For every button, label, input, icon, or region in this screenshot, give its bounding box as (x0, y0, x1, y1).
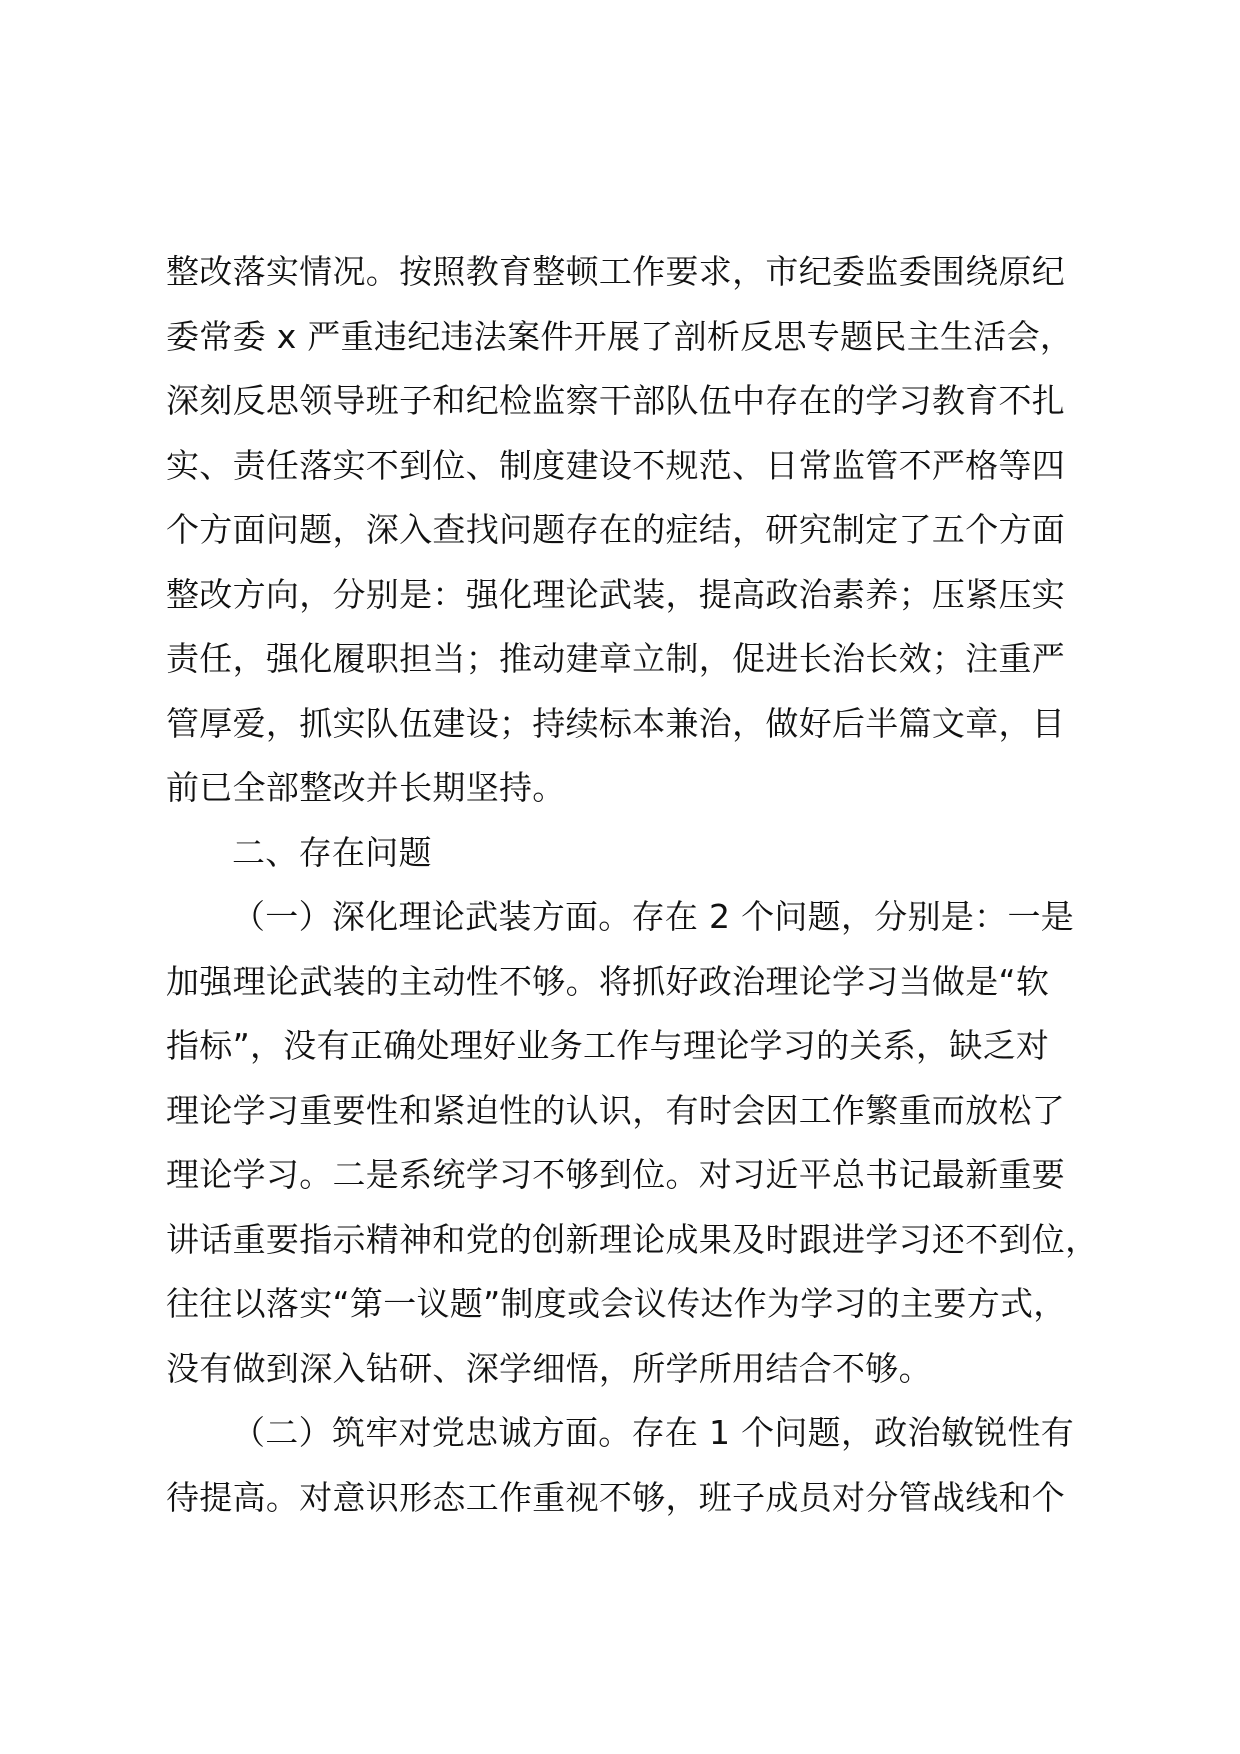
text-line: 指标”，没有正确处理好业务工作与理论学习的关系，缺乏对 (166, 1026, 1050, 1065)
section-heading: 二、存在问题 (232, 832, 432, 872)
text-line: 实、责任落实不到位、制度建设不规范、日常监管不严格等四 (166, 445, 1066, 485)
text-line: 整改方向，分别是：强化理论武装，提高政治素养；压紧压实 (166, 574, 1066, 614)
text-line: 加强理论武装的主动性不够。将抓好政治理论学习当做是“软 (166, 961, 1050, 1001)
text-line: 深刻反思领导班子和纪检监察干部队伍中存在的学习教育不扎 (166, 381, 1066, 420)
text-line: 理论学习重要性和紧迫性的认识，有时会因工作繁重而放松了 (166, 1090, 1066, 1130)
text-line: 个方面问题，深入查找问题存在的症结，研究制定了五个方面 (166, 510, 1066, 549)
text-line: （一）深化理论武装方面。存在 2 个问题，分别是：一是 (232, 897, 1075, 936)
text-line: 没有做到深入钻研、深学细悟，所学所用结合不够。 (166, 1348, 932, 1388)
text-line: 理论学习。二是系统学习不够到位。对习近平总书记最新重要 (166, 1155, 1066, 1194)
text-line: 委常委 x 严重违纪违法案件开展了剖析反思专题民主生活会， (166, 316, 1074, 356)
text-line: 往往以落实“第一议题”制度或会议传达作为学习的主要方式， (166, 1284, 1067, 1323)
document-body (166, 240, 1099, 1530)
text-line: （二）筑牢对党忠诚方面。存在 1 个问题，政治敏锐性有 (232, 1413, 1075, 1452)
text-line: 讲话重要指示精神和党的创新理论成果及时跟进学习还不到位， (166, 1219, 1099, 1259)
text-line: 前已全部整改并长期坚持。 (166, 768, 566, 807)
text-line: 整改落实情况。按照教育整顿工作要求，市纪委监委围绕原纪 (166, 252, 1066, 291)
text-line: 待提高。对意识形态工作重视不够，班子成员对分管战线和个 (166, 1477, 1066, 1517)
text-line: 责任，强化履职担当；推动建章立制，促进长治长效；注重严 (166, 639, 1066, 678)
text-line: 管厚爱，抓实队伍建设；持续标本兼治，做好后半篇文章，目 (166, 703, 1066, 743)
